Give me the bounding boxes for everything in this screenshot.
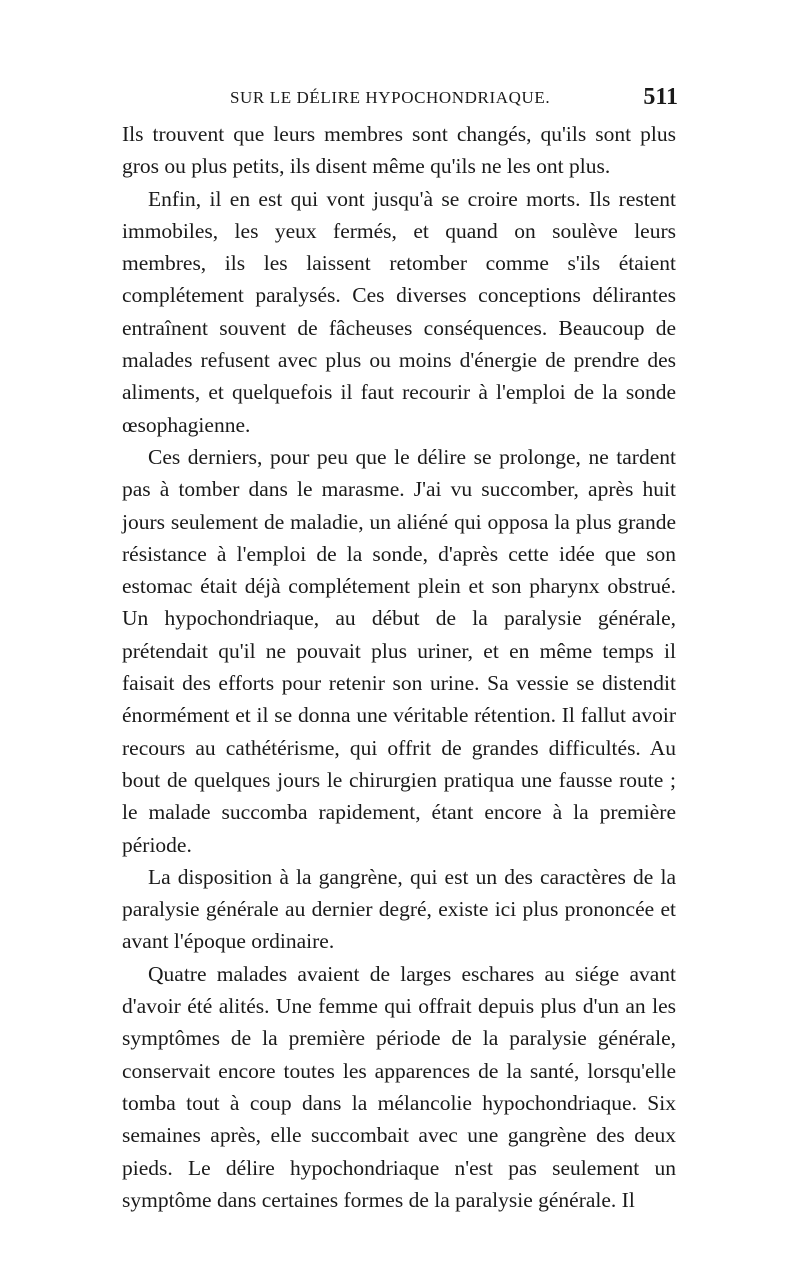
paragraph: La disposition à la gangrène, qui est un des caractères de la paralysie générale au dernier degré, existe ici plus prononcée et avant l'époque ordinaire. [122, 864, 676, 954]
paragraph: Ils trouvent que leurs membres sont changés, qu'ils sont plus gros ou plus petits, ils disent même qu'ils ne les ont plus. [122, 122, 676, 179]
paragraph: Enfin, il en est qui vont jusqu'à se croire morts. Ils restent immobiles, les yeux fermés, et quand on soulève leurs membres, ils les laissent retomber comme s'ils étaient complétement paralysés. Ces diverses conceptions délirantes entraînent souvent de fâcheuses conséquences. Beaucoup de malades refusent avec plus ou moins d'énergie de prendre des aliments, et quelquefois il faut recourir à l'emploi de la sonde œsophagienne. [122, 186, 676, 437]
body-text [122, 118, 676, 1216]
paragraph: Quatre malades avaient de larges eschares au siége avant d'avoir été alités. Une femme qui offrait depuis plus d'un an les symptômes de la première période de la paralysie générale, conservait encore toutes les apparences de la santé, lorsqu'elle tomba tout à coup dans la mélancolie hypochondriaque. Six semaines après, elle succombait avec une gangrène des deux pieds. Le délire hypochondriaque n'est pas seulement un symptôme dans certaines formes de la paralysie générale. Il [122, 961, 676, 1212]
page-number: 511 [643, 84, 678, 110]
paragraph: Ces derniers, pour peu que le délire se prolonge, ne tardent pas à tomber dans le marasme. J'ai vu succomber, après huit jours seulement de maladie, un aliéné qui opposa la plus grande résistance à l'emploi de la sonde, d'après cette idée que son estomac était déjà complétement plein et son pharynx obstrué. Un hypochondriaque, au début de la paralysie générale, prétendait qu'il ne pouvait plus uriner, et en même temps il faisait des efforts pour retenir son urine. Sa vessie se distendit énormément et il se donna une véritable rétention. Il fallut avoir recours au cathétérisme, qui offrit de grandes difficultés. Au bout de quelques jours le chirurgien pratiqua une fausse route ; le malade succomba rapidement, étant encore à la première période. [122, 444, 676, 857]
running-title: SUR LE DÉLIRE HYPOCHONDRIAQUE. [230, 88, 551, 107]
running-head [118, 84, 678, 114]
